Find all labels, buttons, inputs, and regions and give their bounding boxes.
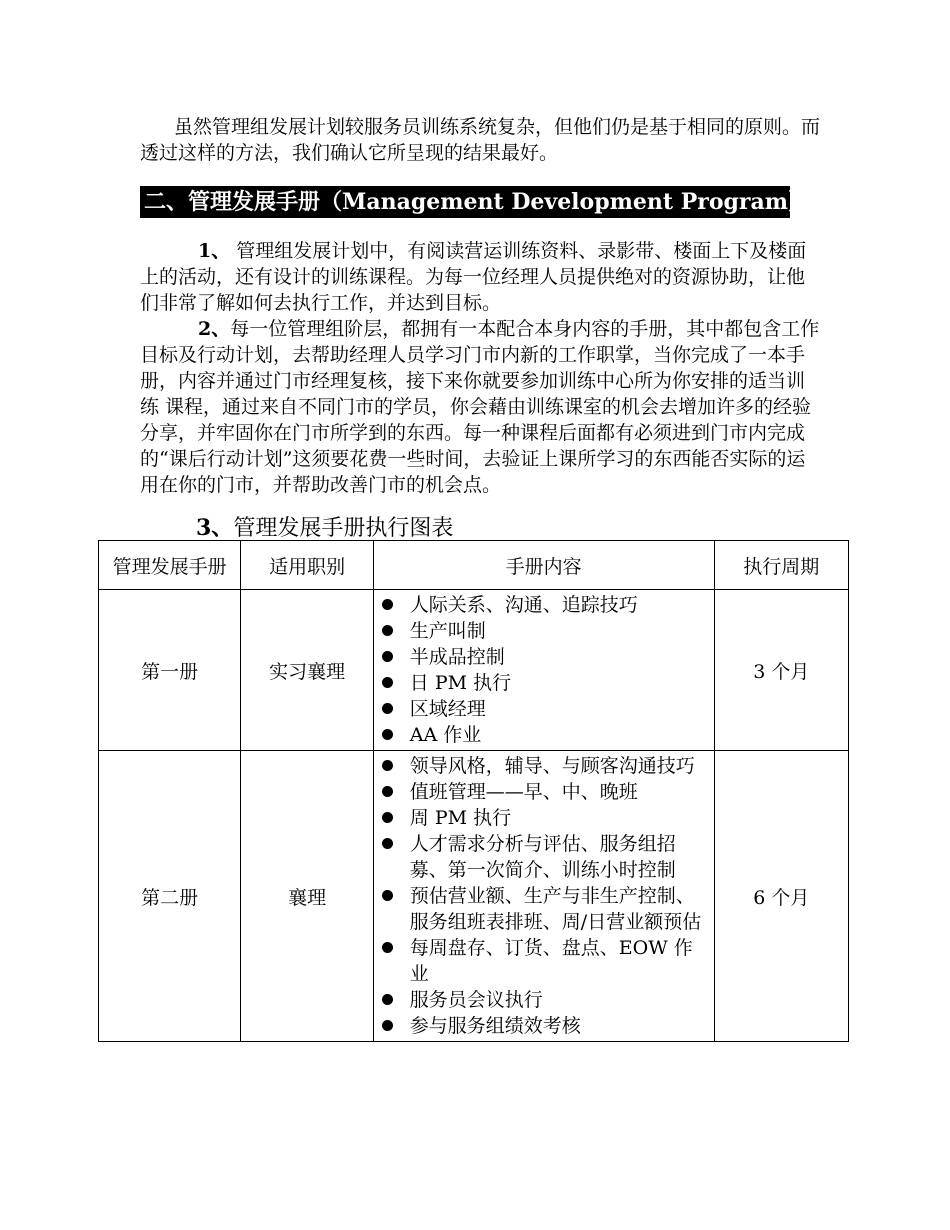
bullet-icon [382, 625, 393, 636]
list-item [378, 696, 704, 722]
paragraph-2-text: 每一位管理组阶层，都拥有一本配合本身内容的手册，其中都包含工作目标及行动计划，去帮助经理人员学习门市内新的工作职掌，当你完成了一本手册，内容并通过门市经理复核，接下来你就要参加训练中心所为你安排的适当训练 课程，通过来自不同门市的学员，你会藉由训练课室的机会去增加许多的经验分享，并牢固你在门市所学到的东西。每一种课程后面都有必须进到门市内完成的“课后行动计划”这须要花费一些时间，去验证上课所学习的东西能否实际的运用在你的门市，并帮助改善门市的机会点。 [140, 318, 820, 496]
list-item-text: 半成品控制 [409, 646, 505, 668]
list-item-text: 区域经理 [409, 698, 486, 720]
list-item [378, 592, 704, 618]
content-list [378, 753, 704, 1039]
section-heading: 二、管理发展手册（Management Development Program） [140, 186, 790, 218]
table-row [99, 590, 849, 751]
bullet-icon [382, 599, 393, 610]
list-item [378, 831, 704, 883]
bullet-icon [382, 703, 393, 714]
header-role: 适用职别 [241, 541, 373, 590]
table-title-number: 3、 [196, 515, 234, 541]
list-item-text: 值班管理——早、中、晚班 [409, 781, 638, 803]
paragraph-1-text: 管理组发展计划中，有阅读营运训练资料、录影带、楼面上下及楼面上的活动，还有设计的训练课程。为每一位经理人员提供绝对的资源协助，让他们非常了解如何去执行工作，并达到目标。 [140, 240, 807, 314]
bullet-icon [382, 890, 393, 901]
bullet-icon [382, 677, 393, 688]
list-item-text: 预估营业额、生产与非生产控制、服务组班表排班、周/日营业额预估 [409, 885, 702, 933]
list-item [378, 753, 704, 779]
table-title-text: 管理发展手册执行图表 [233, 516, 454, 541]
cell-role: 实习襄理 [241, 590, 373, 751]
cell-book: 第一册 [99, 590, 241, 751]
list-item-text: AA 作业 [409, 724, 482, 746]
bullet-icon [382, 786, 393, 797]
list-item-text: 每周盘存、订货、盘点、EOW 作业 [409, 937, 693, 985]
bullet-icon [382, 994, 393, 1005]
table-row [99, 751, 849, 1042]
cell-book: 第二册 [99, 751, 241, 1042]
list-item-text: 生产叫制 [409, 620, 486, 642]
intro-paragraph: 虽然管理组发展计划较服务员训练系统复杂，但他们仍是基于相同的原则。而透过这样的方法，我们确认它所呈现的结果最好。 [140, 116, 821, 164]
header-period: 执行周期 [714, 541, 848, 590]
bullet-icon [382, 729, 393, 740]
table-header-row [99, 541, 849, 590]
table-title [196, 514, 453, 543]
schedule-table [98, 540, 849, 1042]
list-item [378, 1013, 704, 1039]
list-item-text: 服务员会议执行 [409, 989, 543, 1011]
bullet-icon [382, 651, 393, 662]
list-item-text: 人才需求分析与评估、服务组招募、第一次简介、训练小时控制 [409, 833, 676, 881]
list-item-text: 人际关系、沟通、追踪技巧 [409, 594, 638, 616]
bullet-icon [382, 1020, 393, 1031]
list-item-text: 日 PM 执行 [409, 672, 512, 694]
list-item [378, 805, 704, 831]
cell-content [373, 751, 714, 1042]
bullet-icon [382, 838, 393, 849]
paragraph-1-number: 1、 [198, 240, 231, 262]
list-item-text: 领导风格，辅导、与顾客沟通技巧 [409, 755, 695, 777]
list-item [378, 987, 704, 1013]
bullet-icon [382, 942, 393, 953]
list-item [378, 722, 704, 748]
list-item-text: 参与服务组绩效考核 [409, 1015, 581, 1037]
cell-content [373, 590, 714, 751]
list-item [378, 670, 704, 696]
list-item [378, 618, 704, 644]
content-list [378, 592, 704, 748]
list-item [378, 935, 704, 987]
list-item [378, 644, 704, 670]
list-item-text: 周 PM 执行 [409, 807, 512, 829]
paragraph-1 [140, 238, 820, 316]
list-item [378, 883, 704, 935]
cell-period: 6 个月 [714, 751, 848, 1042]
bullet-icon [382, 812, 393, 823]
cell-period: 3 个月 [714, 590, 848, 751]
cell-role: 襄理 [241, 751, 373, 1042]
list-item [378, 779, 704, 805]
header-book: 管理发展手册 [99, 541, 241, 590]
paragraph-2-number: 2、 [198, 318, 231, 340]
paragraph-2 [140, 316, 820, 498]
header-content: 手册内容 [373, 541, 714, 590]
bullet-icon [382, 760, 393, 771]
